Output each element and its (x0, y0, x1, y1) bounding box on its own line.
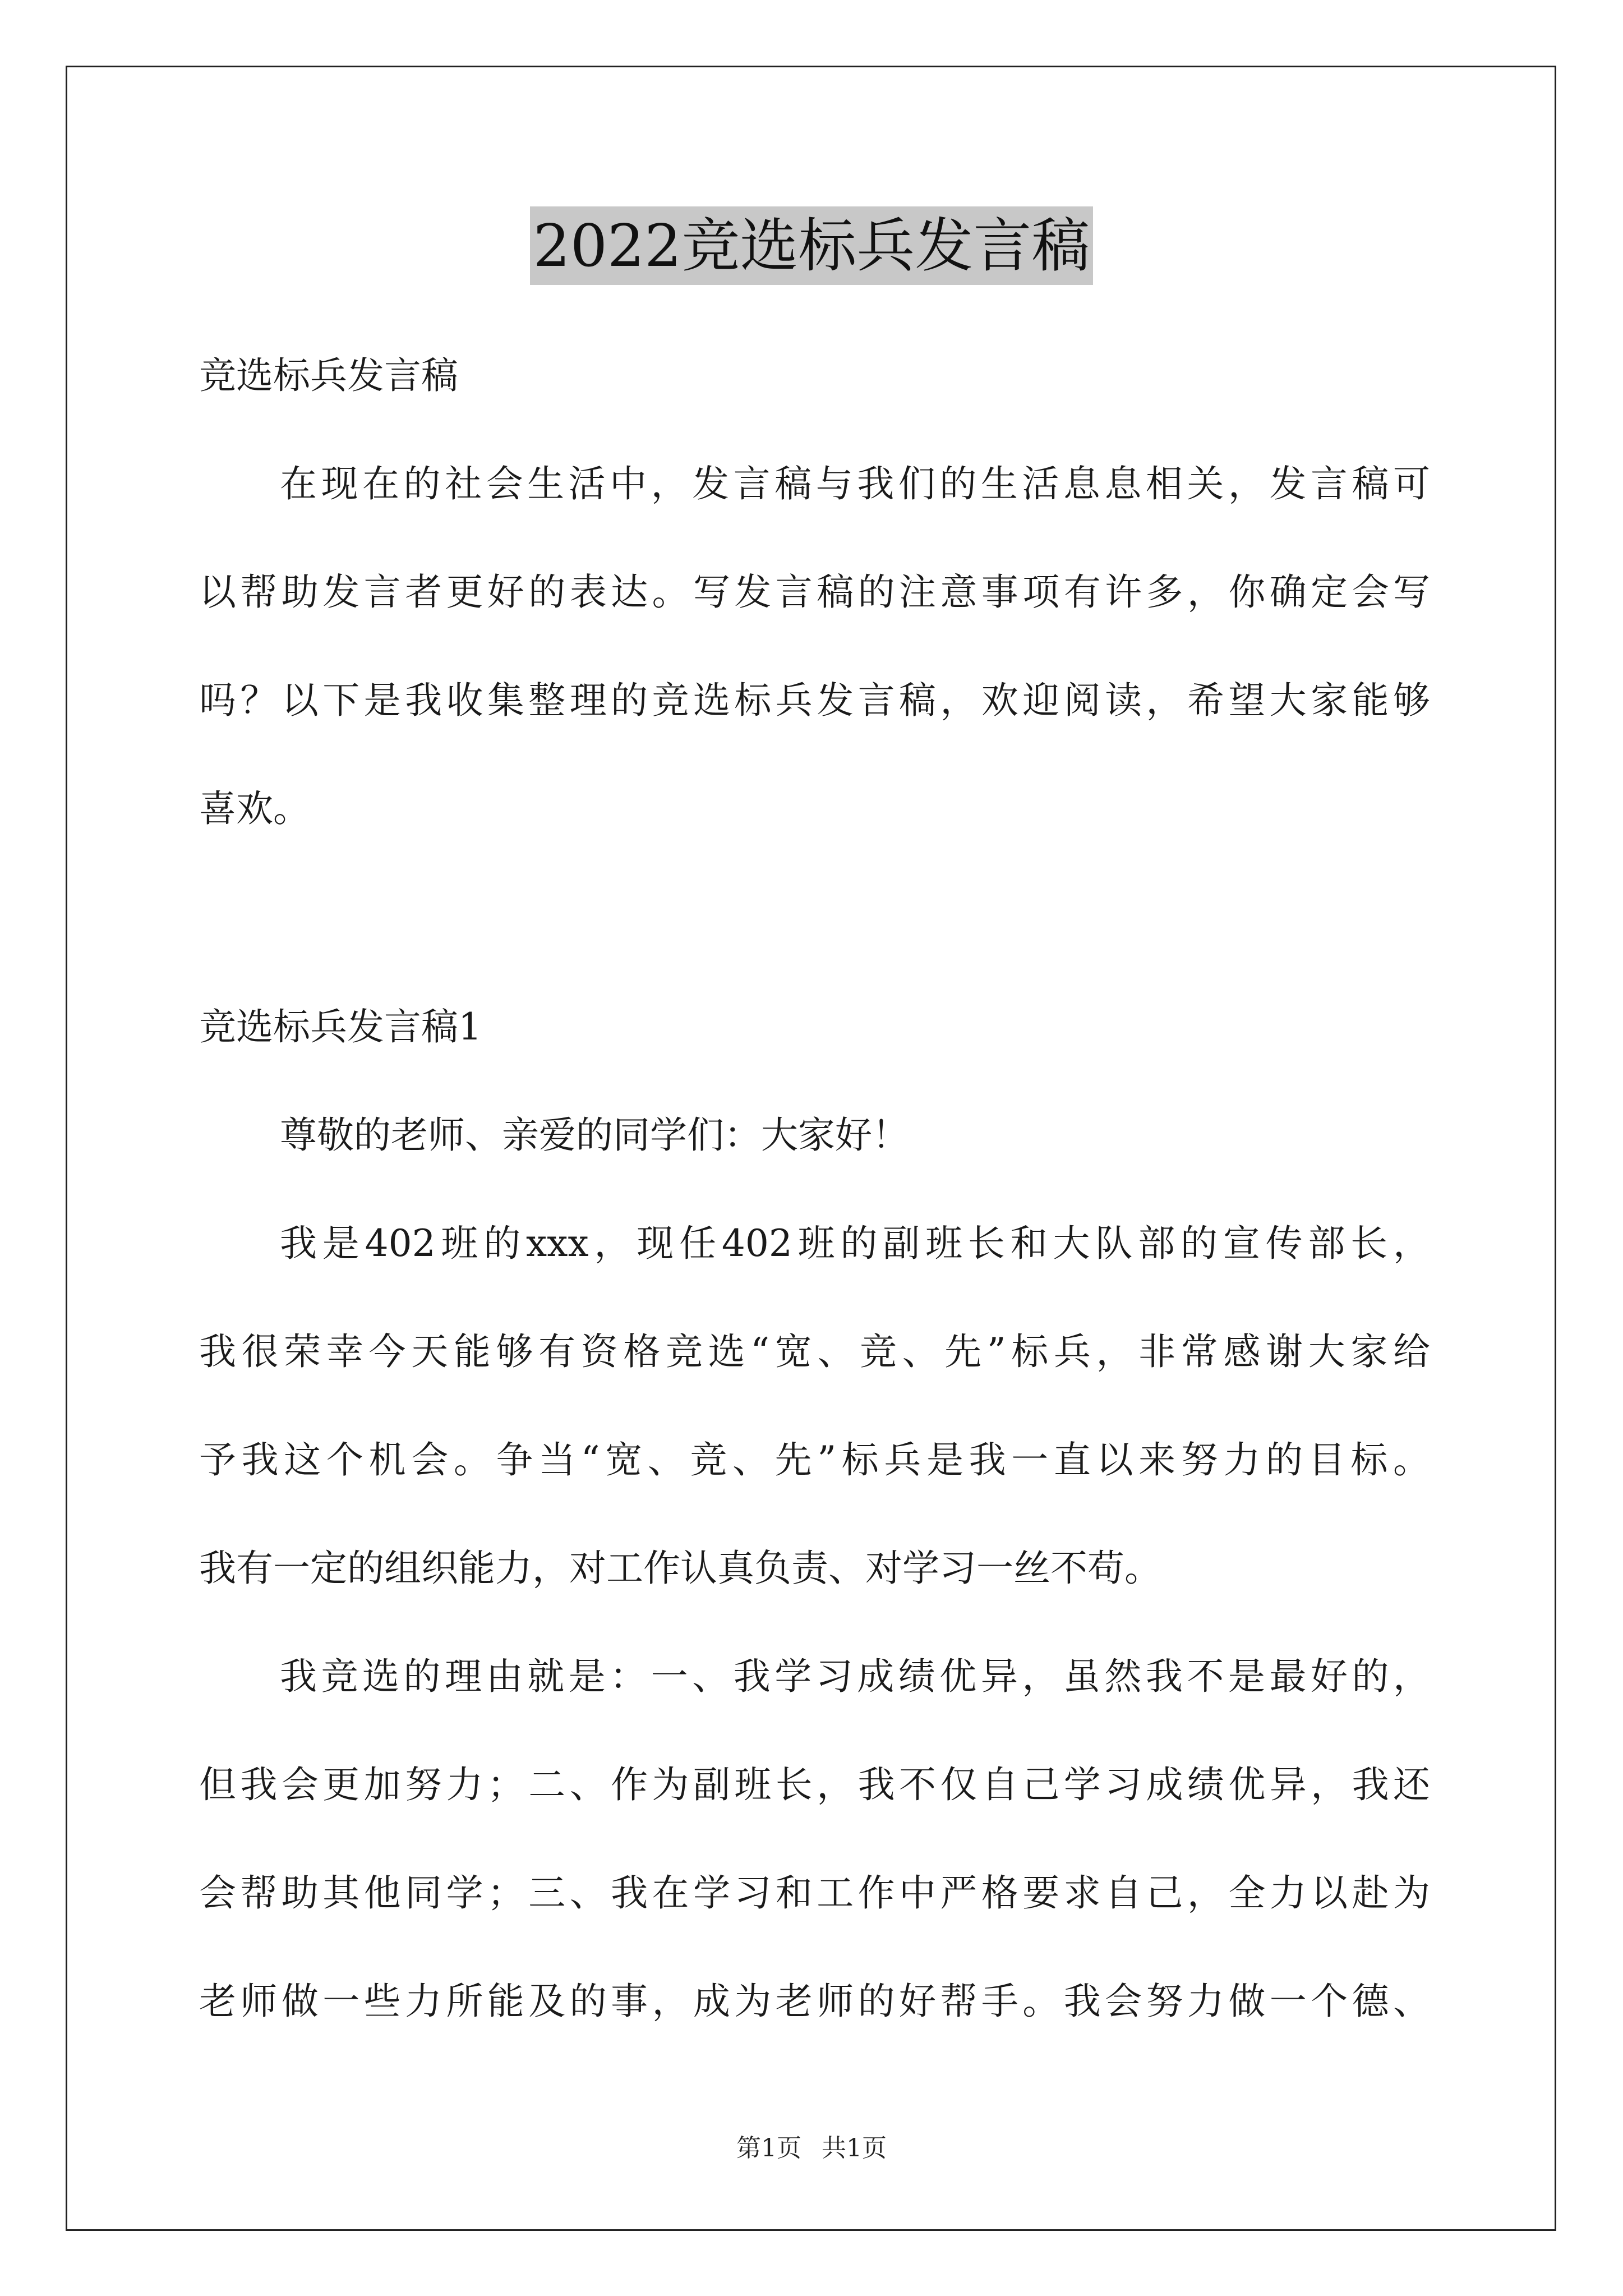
para1-line-4: 我有一定的组织能力，对工作认真负责、对学习一丝不苟。 (199, 1547, 1161, 1590)
para2-line-4: 老师做一些力所能及的事，成为老师的好帮手。我会努力做一个德、 (199, 1980, 1430, 2023)
page-number: 第1页 (736, 2134, 801, 2162)
title-wrap (0, 206, 1623, 285)
para1-line-1: 我是402班的xxx，现任402班的副班长和大队部的宣传部长， (280, 1222, 1430, 1265)
document-title: 2022竞选标兵发言稿 (530, 206, 1094, 285)
page-footer (0, 2132, 1623, 2165)
document-body (199, 348, 1430, 2030)
para1-line-2: 我很荣幸今天能够有资格竞选“宽、竞、先”标兵，非常感谢大家给 (199, 1330, 1430, 1373)
para2-line-3: 会帮助其他同学；三、我在学习和工作中严格要求自己，全力以赴为 (199, 1871, 1430, 1915)
intro-line-1: 在现在的社会生活中，发言稿与我们的生活息息相关，发言稿可 (280, 462, 1430, 505)
para1-line-3: 予我这个机会。争当“宽、竞、先”标兵是我一直以来努力的目标。 (199, 1438, 1430, 1481)
greeting: 尊敬的老师、亲爱的同学们：大家好！ (280, 1114, 909, 1157)
intro-line-3: 吗？以下是我收集整理的竞选标兵发言稿，欢迎阅读，希望大家能够 (199, 679, 1430, 722)
para2-line-1: 我竞选的理由就是：一、我学习成绩优异，虽然我不是最好的， (280, 1655, 1430, 1698)
intro-line-4: 喜欢。 (199, 787, 310, 830)
section-heading: 竞选标兵发言稿1 (199, 1005, 482, 1048)
para2-line-2: 但我会更加努力；二、作为副班长，我不仅自己学习成绩优异，我还 (199, 1763, 1430, 1806)
intro-line-2: 以帮助发言者更好的表达。写发言稿的注意事项有许多，你确定会写 (199, 570, 1430, 614)
subtitle: 竞选标兵发言稿 (199, 354, 458, 397)
page-total: 共1页 (822, 2134, 887, 2162)
